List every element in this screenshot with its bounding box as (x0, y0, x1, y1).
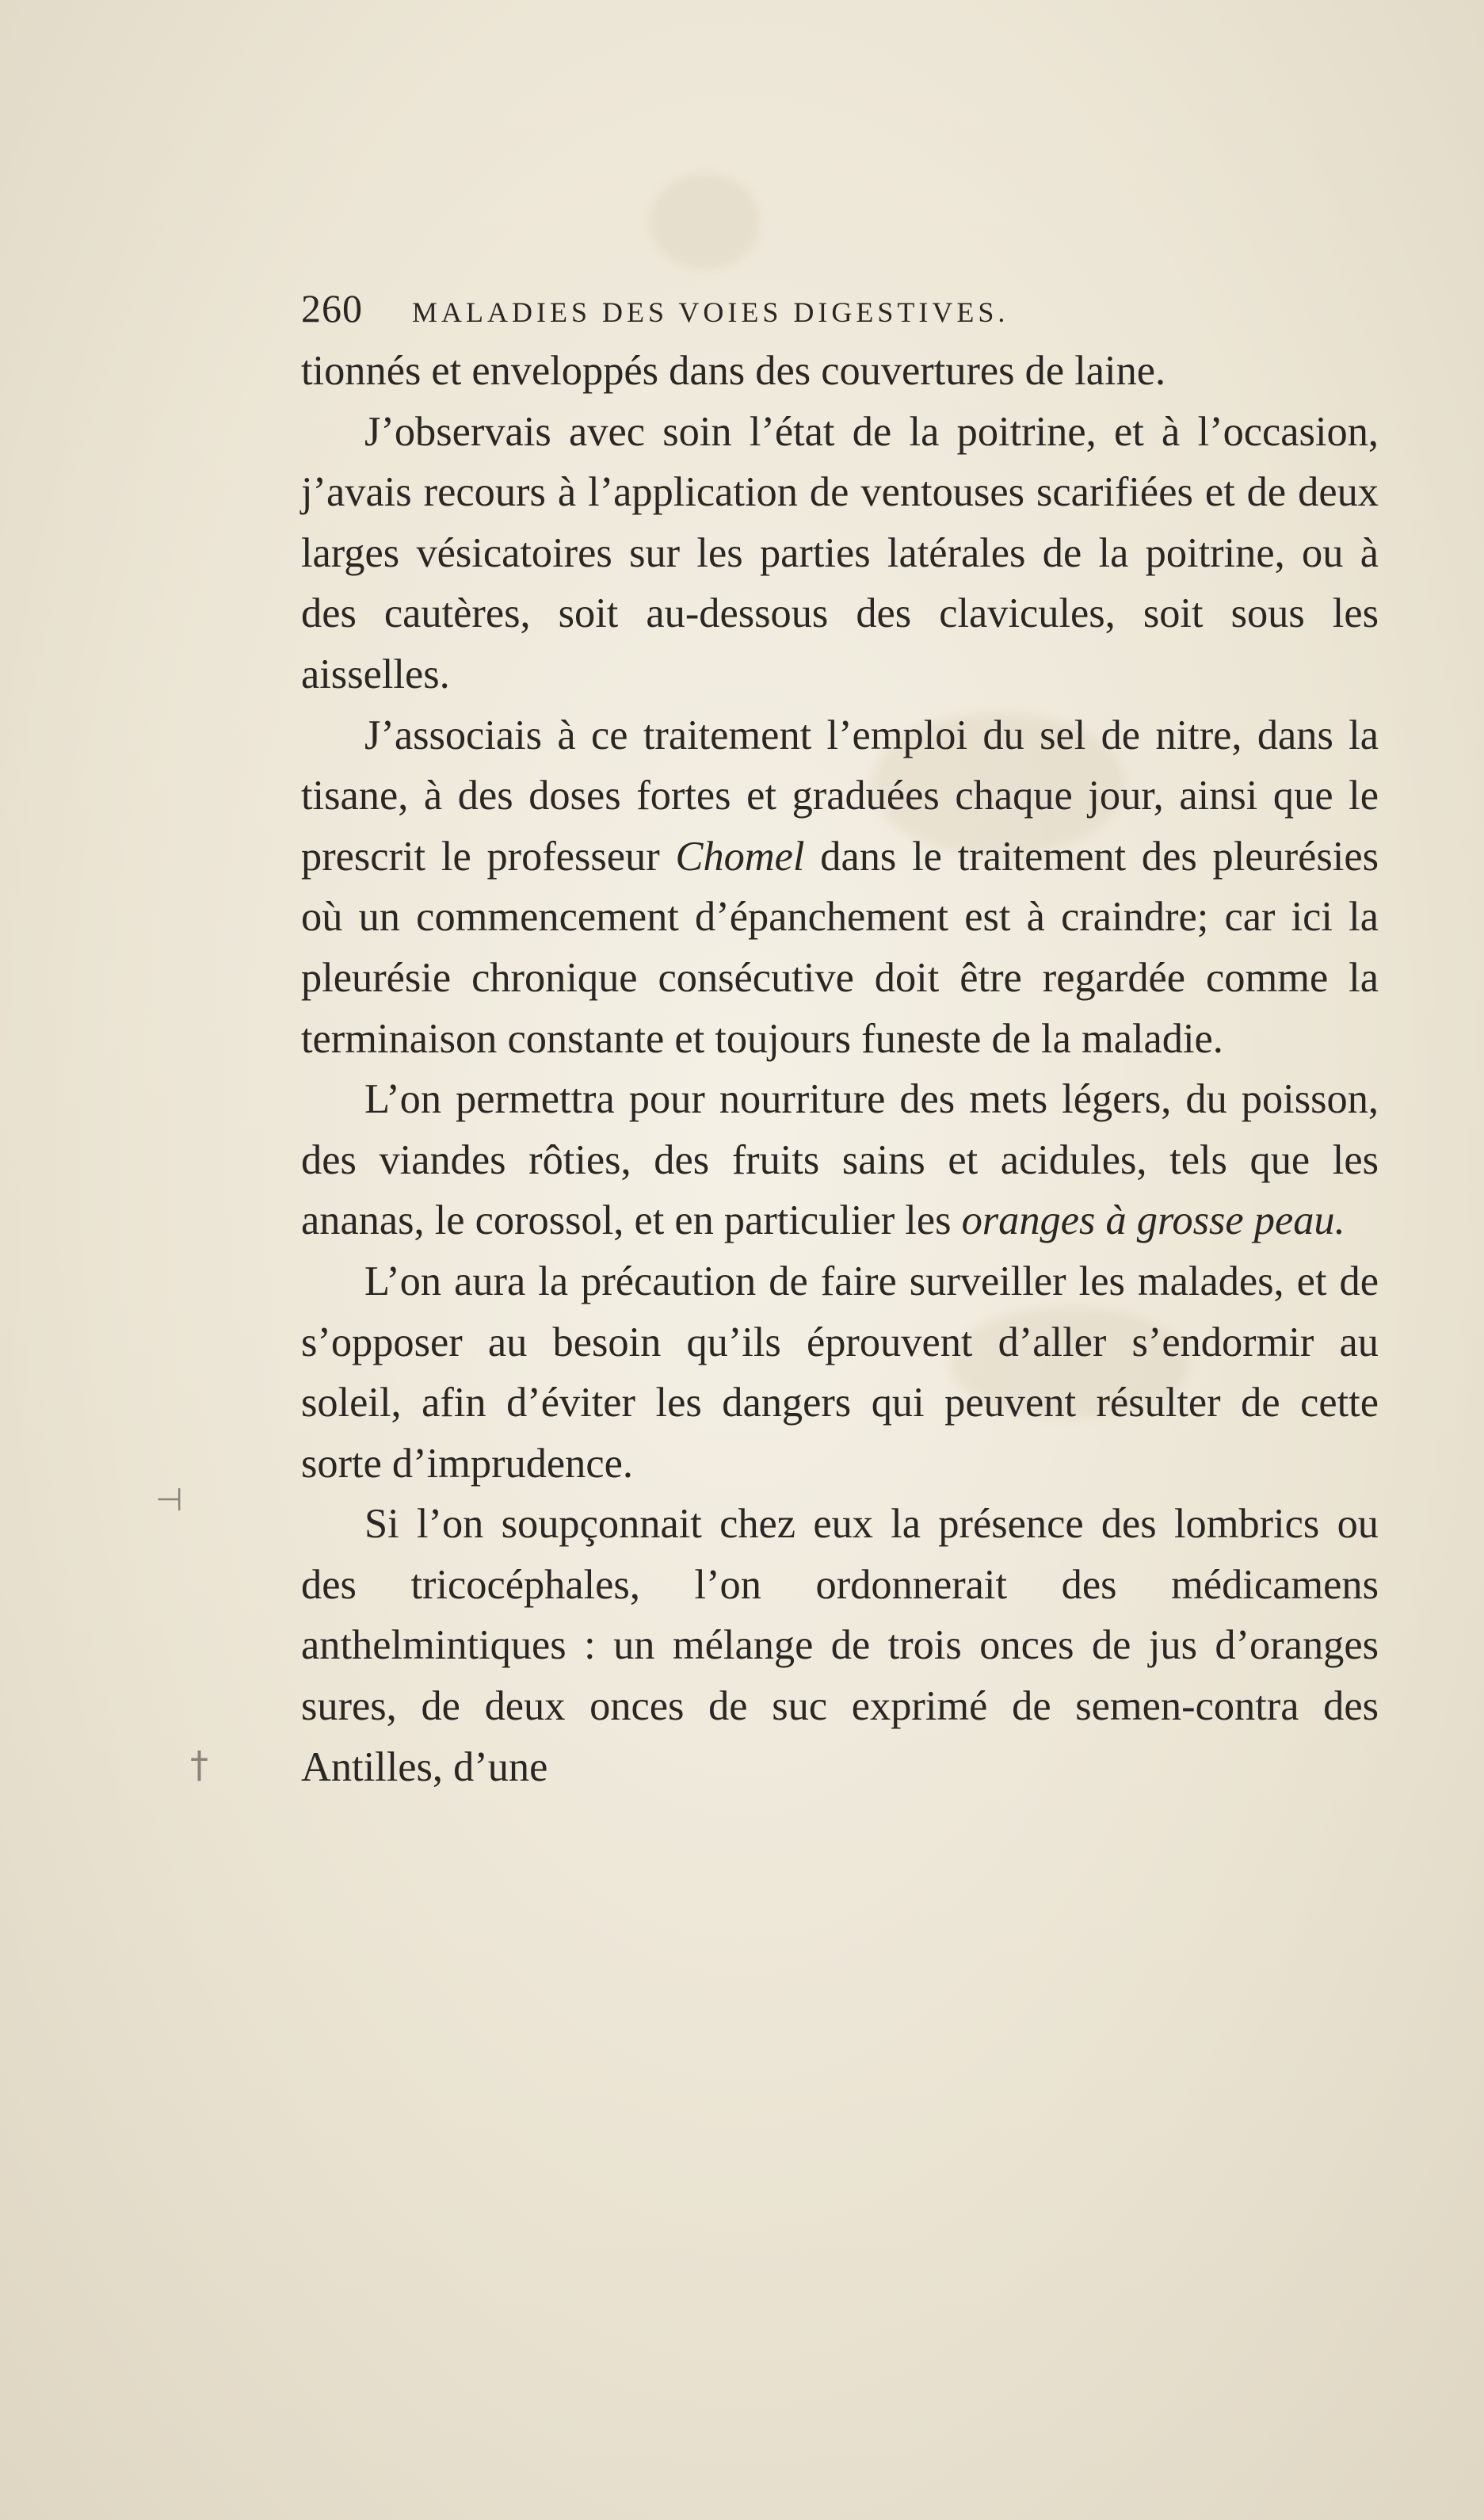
paragraph-text: dans le traitement des pleurésies où un commencement d’épanchement est à craindre; car ici la pleurésie chronique consécutive doit être regardée comme la terminaison constante et toujours funeste de la maladie. (301, 833, 1379, 1062)
page-header (301, 285, 1379, 341)
paragraph (301, 341, 1379, 402)
paragraph-text: J’observais avec soin l’état de la poitrine, et à l’occasion, j’avais recours à l’application de ventouses scarifiées et de deux larges vésicatoires sur les parties latérales de la poitrine, ou à des cautères, soit au-dessous des clavicules, soit sous les aisselles. (301, 408, 1379, 697)
paragraph (301, 1251, 1379, 1494)
italic-name: Chomel (675, 833, 805, 880)
paragraph-text: J’associais à ce traitement l’emploi du sel de nitre, dans la tisane, à des doses fortes et graduées chaque jour, ainsi que le prescrit le professeur (301, 712, 1379, 880)
paragraph-text: L’on permettra pour nourriture des mets légers, du poisson, des viandes rôties, des fruits sains et acidules, tels que les ananas, le corossol, et en particulier les (301, 1076, 1379, 1244)
page-number: 260 (301, 286, 363, 330)
paragraph-text: tionnés et enveloppés dans des couvertures de laine. (301, 348, 1166, 394)
paper-stain (650, 174, 761, 269)
pencil-mark-icon: ⊣ (155, 1482, 183, 1518)
page-content (301, 285, 1379, 1797)
italic-phrase: oranges à grosse peau. (961, 1197, 1345, 1244)
body-text (301, 341, 1379, 1797)
paragraph (301, 1069, 1379, 1251)
paragraph-text: L’on aura la précaution de faire surveiller les malades, et de s’opposer au besoin qu’ils éprouvent d’aller s’endormir au soleil, afin d’éviter les dangers qui peuvent résulter de cette sorte d’imprudence. (301, 1258, 1379, 1487)
paragraph-text: Si l’on soupçonnait chez eux la présence des lombrics ou des tricocéphales, l’on ordonnerait des médicamens anthelmintiques : un mélange de trois onces de jus d’oranges sures, de deux onces de suc exprimé de semen-contra des Antilles, d’une (301, 1501, 1379, 1790)
running-head: MALADIES DES VOIES DIGESTIVES. (412, 296, 1009, 328)
paragraph (301, 402, 1379, 705)
pencil-mark-icon: † (190, 1743, 208, 1786)
paragraph (301, 1494, 1379, 1797)
paragraph (301, 705, 1379, 1070)
